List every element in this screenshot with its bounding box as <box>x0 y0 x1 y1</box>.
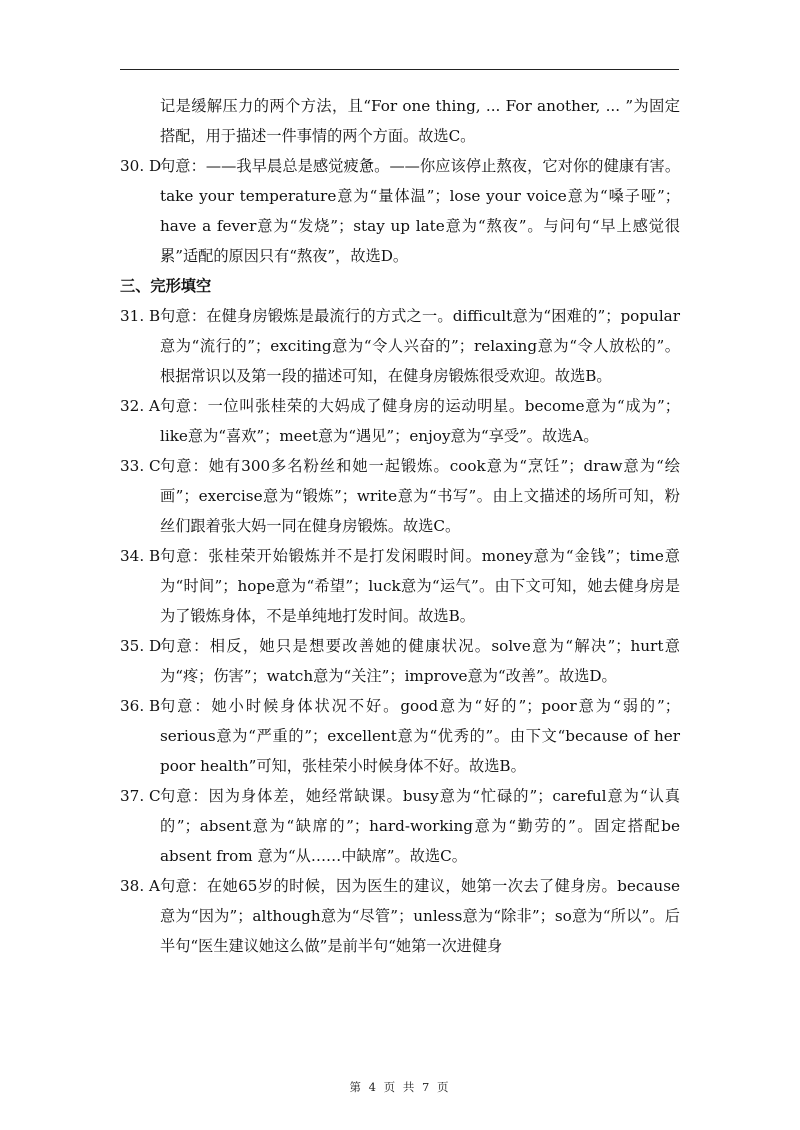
continuation-paragraph: 记是缓解压力的两个方法，且“For one thing, ... For another, ... ”为固定搭配，用于描述一件事情的两个方面。故选C。 <box>160 97 680 145</box>
answer-item-31 <box>120 301 680 391</box>
answer-number: 33. C <box>120 457 161 475</box>
answer-explanation: 句意：因为身体差，她经常缺课。busy意为“忙碌的”；careful意为“认真的”；absent意为“缺席的”；hard-working意为“勤劳的”。固定搭配be absent from 意为“从……中缺席”。故选C。 <box>160 787 680 865</box>
answer-item-38 <box>120 871 680 961</box>
answer-number: 34. B <box>120 547 161 565</box>
answer-explanation: 句意：在她65岁的时候，因为医生的建议，她第一次去了健身房。because意为“因为”；although意为“尽管”；unless意为“除非”；so意为“所以”。后半句“医生建议她这么做”是前半句“她第一次进健身 <box>160 877 680 955</box>
answer-number: 31. B <box>120 307 161 325</box>
answer-number: 30. D <box>120 157 162 175</box>
answer-explanation: 句意：她有300多名粉丝和她一起锻炼。cook意为“烹饪”；draw意为“绘画”；exercise意为“锻炼”；write意为“书写”。由上文描述的场所可知，粉丝们跟着张大妈一同在健身房锻炼。故选C。 <box>160 457 680 535</box>
answer-item-30 <box>120 151 680 271</box>
answer-item-34 <box>120 541 680 631</box>
answer-number: 38. A <box>120 877 160 895</box>
answer-item-36 <box>120 691 680 781</box>
answer-item-35 <box>120 631 680 691</box>
answer-number: 35. D <box>120 637 162 655</box>
answer-number: 32. A <box>120 397 160 415</box>
answer-item-32 <box>120 391 680 451</box>
answer-explanation: 句意：张桂荣开始锻炼并不是打发闲暇时间。money意为“金钱”；time意为“时间”；hope意为“希望”；luck意为“运气”。由下文可知，她去健身房是为了锻炼身体，不是单纯地打发时间。故选B。 <box>160 547 680 625</box>
page-footer: 第 4 页 共 7 页 <box>349 1080 451 1094</box>
answer-item-37 <box>120 781 680 871</box>
answer-number: 36. B <box>120 697 161 715</box>
answer-explanation: 句意：——我早晨总是感觉疲惫。——你应该停止熬夜，它对你的健康有害。take your temperature意为“量体温”；lose your voice意为“嗓子哑”；have a fever意为“发烧”；stay up late意为“熬夜”。与问句“早上感觉很累”适配的原因只有“熬夜”，故选D。 <box>160 157 680 265</box>
answer-explanation: 句意：在健身房锻炼是最流行的方式之一。difficult意为“困难的”；popular意为“流行的”；exciting意为“令人兴奋的”；relaxing意为“令人放松的”。根据常识以及第一段的描述可知，在健身房锻炼很受欢迎。故选B。 <box>160 307 680 385</box>
page-content <box>120 91 680 961</box>
answer-explanation: 句意：相反，她只是想要改善她的健康状况。solve意为“解决”；hurt意为“疼；伤害”；watch意为“关注”；improve意为“改善”。故选D。 <box>160 637 680 685</box>
section-heading: 三、完形填空 <box>120 277 212 295</box>
answer-explanation: 句意：一位叫张桂荣的大妈成了健身房的运动明星。become意为“成为”；like意为“喜欢”；meet意为“遇见”；enjoy意为“享受”。故选A。 <box>160 397 680 445</box>
header-rule <box>120 69 679 70</box>
answer-item-33 <box>120 451 680 541</box>
answer-number: 37. C <box>120 787 161 805</box>
answer-explanation: 句意：她小时候身体状况不好。good意为“好的”；poor意为“弱的”；serious意为“严重的”；excellent意为“优秀的”。由下文“because of her poor health”可知，张桂荣小时候身体不好。故选B。 <box>160 697 680 775</box>
